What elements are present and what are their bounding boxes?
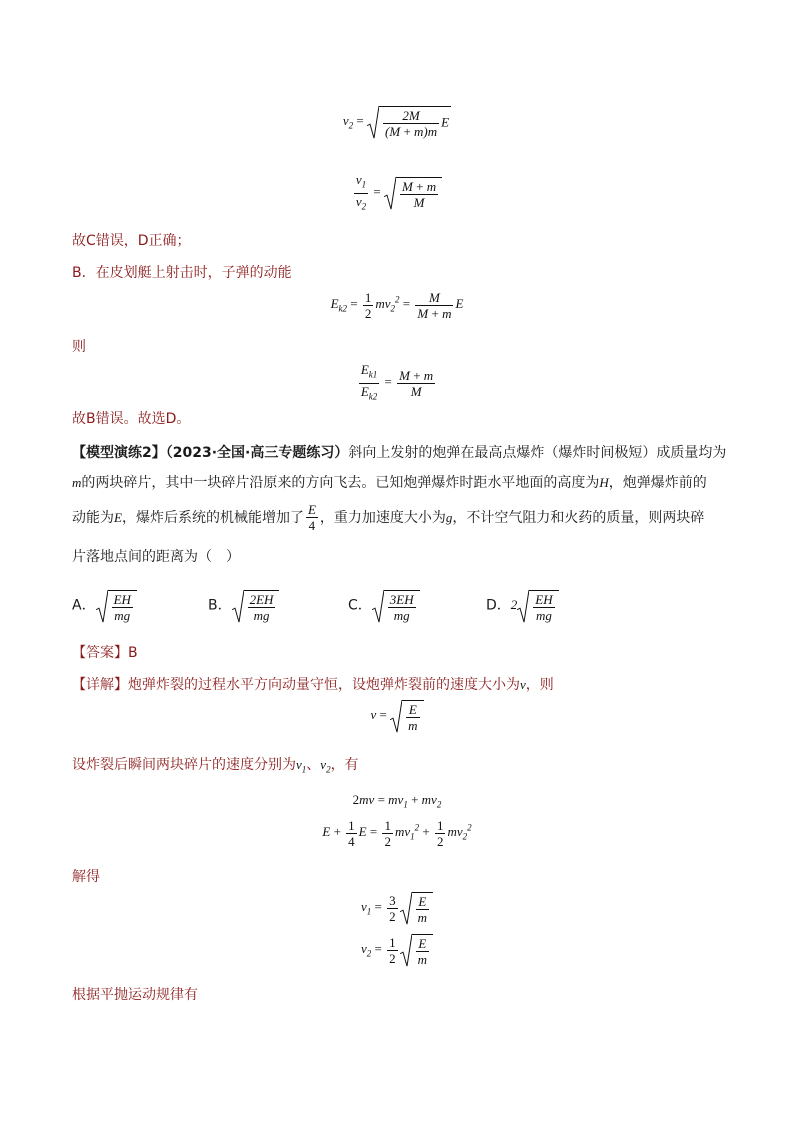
- option-b[interactable]: B． $\frac{2EH}{mg}$: [208, 590, 279, 623]
- line-b-intro: B．在皮划艇上射击时，子弹的动能: [72, 265, 292, 281]
- formula-ratio-v: $\frac{v_1}{v_2}$ = $\frac{M + m}{M}$: [0, 172, 794, 214]
- option-a[interactable]: A． $\frac{EH}{mg}$: [72, 590, 137, 623]
- formula-v2: $v_2$ = $\frac{1}{2}$ $\frac{E}{m}$: [0, 934, 794, 967]
- detail-line: 【详解】炮弹炸裂的过程水平方向动量守恒，设炮弹炸裂前的速度大小为v，则: [72, 677, 554, 693]
- line-c-wrong: 故C错误，D正确；: [72, 233, 191, 249]
- formula-ek2: $E_{k2}$ = $\frac{1}{2}$ $mv_2^2$ = $\frac{M}{M + m}$ E: [330, 290, 464, 321]
- question-line-1: 【模型演练2】（2023·全国·高三专题练习）斜向上发射的炮弹在最高点爆炸（爆炸时间极短）成质量均为: [72, 445, 727, 461]
- last-line: 根据平抛运动规律有: [72, 987, 198, 1003]
- set-line: 设炸裂后瞬间两块碎片的速度分别为$v_1$、$v_2$，有: [72, 757, 359, 775]
- exercise-source: （2023·全国·高三专题练习）: [165, 445, 349, 461]
- formula-energy: E + $\frac{1}{4}$ E = $\frac{1}{2}$ $mv_1^2$ + $\frac{1}{2}$ $mv_2^2$: [322, 818, 472, 849]
- option-c[interactable]: C． $\frac{3EH}{mg}$: [348, 590, 420, 623]
- formula-v1: $v_1$ = $\frac{3}{2}$ $\frac{E}{m}$: [0, 892, 794, 925]
- line-ze: 则: [72, 339, 86, 355]
- formula-ratio-ek: $\frac{E_{k1}}{E_{k2}}$ = $\frac{M + m}{M}$: [360, 362, 434, 402]
- option-d[interactable]: D．2 $\frac{EH}{mg}$: [486, 590, 559, 623]
- formula-momentum: $2mv = mv_1 + mv_2$: [352, 792, 442, 810]
- question-line-4: 片落地点间的距离为（ ）: [72, 549, 240, 565]
- formula-v2-sqrt: $v_2$ = $\frac{2M}{(M + m)m}$ E: [342, 108, 450, 139]
- formula-v: v = $\frac{E}{m}$: [0, 700, 794, 733]
- exercise-tag: 【模型演练2】: [72, 445, 166, 461]
- options-row: [72, 590, 722, 630]
- line-b-wrong: 故B错误。故选D。: [72, 411, 191, 427]
- question-line-3: 动能为E，爆炸后系统的机械能增加了 $\frac{E}{4}$ ，重力加速度大小为g，不计空气阻力和火药的质量，则两块碎: [72, 502, 705, 533]
- question-line-2: m的两块碎片，其中一块碎片沿原来的方向飞去。已知炮弹爆炸时距水平地面的高度为H，炮弹爆炸前的: [72, 475, 707, 491]
- answer-line: 【答案】B: [72, 645, 138, 661]
- solve-line: 解得: [72, 869, 100, 885]
